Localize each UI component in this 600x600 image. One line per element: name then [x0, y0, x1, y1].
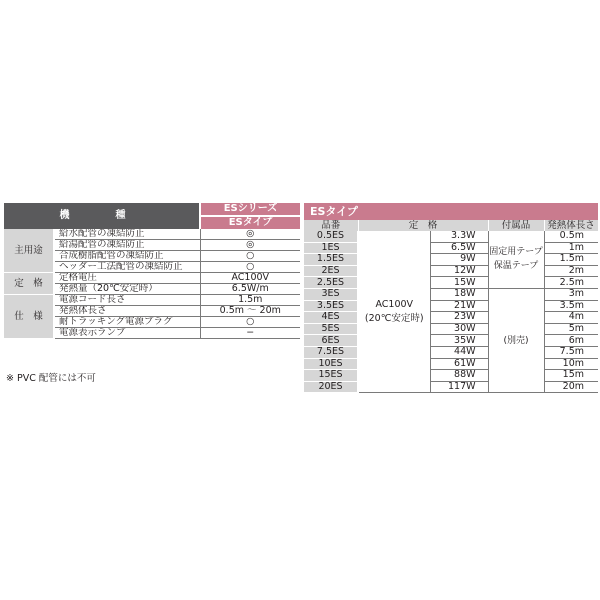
spec-item: 発熱体長さ [54, 306, 200, 317]
es-wattage: 117W [430, 381, 488, 393]
es-table [304, 220, 599, 393]
es-header-accessory: 付属品 [488, 220, 544, 231]
es-wattage: 6.5W [430, 242, 488, 254]
spec-row [4, 229, 300, 240]
es-length: 5m [544, 323, 598, 335]
es-row [304, 231, 598, 242]
es-length: 6m [544, 335, 598, 347]
es-wattage: 44W [430, 346, 488, 358]
es-rating: AC100V (20℃安定時) [358, 231, 430, 393]
spec-row [4, 273, 300, 284]
es-table-body [304, 220, 598, 393]
spec-item: 電源コード長さ [54, 295, 200, 306]
es-row [304, 242, 598, 254]
es-wattage: 35W [430, 335, 488, 347]
es-model: 1.5ES [304, 254, 358, 266]
es-model: 4ES [304, 312, 358, 324]
spec-item: 定格電圧 [54, 273, 200, 284]
spec-value: 1.5m [200, 295, 300, 306]
es-length: 20m [544, 381, 598, 393]
es-wattage: 21W [430, 300, 488, 312]
spec-header-row [4, 203, 300, 216]
es-model: 5ES [304, 323, 358, 335]
es-length: 10m [544, 358, 598, 370]
spec-category: 定 格 [4, 273, 54, 295]
spec-value: AC100V [200, 273, 300, 284]
spec-header-series: ESシリーズ [200, 203, 300, 216]
es-model: 10ES [304, 358, 358, 370]
es-model: 6ES [304, 335, 358, 347]
es-row [304, 370, 598, 382]
es-row [304, 300, 598, 312]
es-wattage: 88W [430, 370, 488, 382]
es-wattage: 23W [430, 312, 488, 324]
es-model: 15ES [304, 370, 358, 382]
es-length: 0.5m [544, 231, 598, 242]
es-header-length: 発熱体長さ [544, 220, 598, 231]
es-length: 15m [544, 370, 598, 382]
es-length: 1.5m [544, 254, 598, 266]
es-row [304, 265, 598, 277]
es-length: 7.5m [544, 346, 598, 358]
spec-category: 仕 様 [4, 295, 54, 339]
spec-header-model: 機 種 [4, 203, 200, 229]
spec-header-type: ESタイプ [200, 216, 300, 229]
es-length: 2.5m [544, 277, 598, 289]
footnote: ※ PVC 配管には不可 [6, 373, 96, 384]
es-length: 1m [544, 242, 598, 254]
es-model: 7.5ES [304, 346, 358, 358]
es-length: 4m [544, 312, 598, 324]
es-row [304, 381, 598, 393]
es-header-rating: 定 格 [358, 220, 488, 231]
spec-item: ヘッダー工法配管の凍結防止 [54, 262, 200, 273]
spec-item: 合成樹脂配管の凍結防止 [54, 251, 200, 262]
spec-item: 発熱量（20℃安定時） [54, 284, 200, 295]
es-accessory-included: 固定用テープ 保温テープ [488, 231, 544, 288]
es-row [304, 335, 598, 347]
es-wattage: 12W [430, 265, 488, 277]
spec-value: ○ [200, 317, 300, 328]
es-table-title-text: ESタイプ [310, 205, 358, 218]
es-row [304, 358, 598, 370]
spec-item: 耐トラッキング電源プラグ [54, 317, 200, 328]
es-table-title [304, 203, 598, 220]
es-model: 20ES [304, 381, 358, 393]
es-length: 3m [544, 288, 598, 300]
spec-item: 給湯配管の凍結防止 [54, 240, 200, 251]
spec-value: ○ [200, 251, 300, 262]
es-row [304, 323, 598, 335]
spec-value: 6.5W/m [200, 284, 300, 295]
es-header-row [304, 220, 598, 231]
spec-value: 0.5m 〜 20m [200, 306, 300, 317]
spec-table [4, 203, 300, 339]
es-wattage: 3.3W [430, 231, 488, 242]
es-model: 2ES [304, 265, 358, 277]
es-row [304, 312, 598, 324]
spec-value: ◎ [200, 240, 300, 251]
es-row [304, 254, 598, 266]
es-header-model: 品番 [304, 220, 358, 231]
es-model: 2.5ES [304, 277, 358, 289]
es-wattage: 18W [430, 288, 488, 300]
spec-value: ◎ [200, 229, 300, 240]
es-row [304, 346, 598, 358]
es-row [304, 288, 598, 300]
es-model: 0.5ES [304, 231, 358, 242]
spec-item: 電源表示ランプ [54, 328, 200, 339]
es-wattage: 15W [430, 277, 488, 289]
es-wattage: 9W [430, 254, 488, 266]
spec-category: 主用途 [4, 229, 54, 273]
spec-item: 給水配管の凍結防止 [54, 229, 200, 240]
es-length: 2m [544, 265, 598, 277]
es-model: 3ES [304, 288, 358, 300]
es-model: 3.5ES [304, 300, 358, 312]
es-wattage: 61W [430, 358, 488, 370]
spec-row [4, 295, 300, 306]
es-length: 3.5m [544, 300, 598, 312]
es-row [304, 277, 598, 289]
es-model: 1ES [304, 242, 358, 254]
es-wattage: 30W [430, 323, 488, 335]
spec-value: − [200, 328, 300, 339]
es-accessory-separate: (別売) [488, 288, 544, 392]
spec-value: ○ [200, 262, 300, 273]
